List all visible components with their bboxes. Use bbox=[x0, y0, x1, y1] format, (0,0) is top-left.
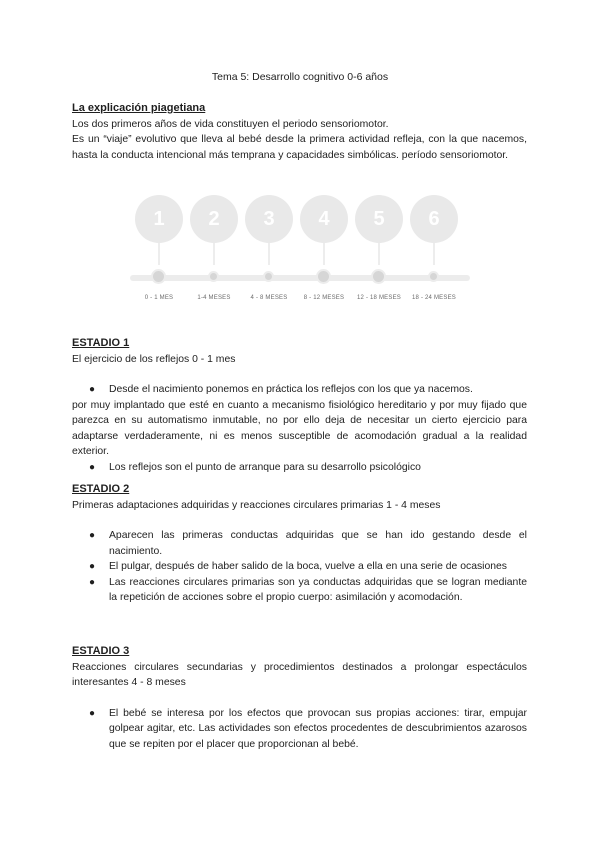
sensorimotor-timeline bbox=[130, 195, 470, 305]
bullet-icon: ● bbox=[89, 384, 96, 395]
bullet-icon: ● bbox=[89, 530, 96, 541]
timeline-label-4: 8 - 12 MESES bbox=[303, 295, 345, 301]
bullet-icon: ● bbox=[89, 461, 96, 473]
timeline-node bbox=[316, 269, 331, 284]
timeline-stem bbox=[268, 243, 270, 265]
timeline-circle-4: 4 bbox=[300, 195, 348, 243]
timeline-label-3: 4 - 8 MESES bbox=[250, 295, 288, 301]
document-title: Tema 5: Desarrollo cognitivo 0-6 años bbox=[211, 71, 389, 83]
estadio-2-section bbox=[72, 482, 527, 606]
timeline-stem bbox=[433, 243, 435, 265]
list-item bbox=[72, 575, 527, 606]
intro-heading: La explicación piagetiana bbox=[72, 102, 206, 114]
list-item bbox=[72, 559, 527, 575]
timeline-label-1: 0 - 1 MES bbox=[144, 295, 174, 301]
list-item-text: Los reflejos son el punto de arranque para su desarrollo psicológico bbox=[109, 461, 421, 473]
timeline-track bbox=[130, 275, 470, 281]
bullet-icon: ● bbox=[89, 707, 96, 719]
bullet-icon: ● bbox=[89, 576, 96, 588]
estadio-2-subtitle: Primeras adaptaciones adquiridas y reacciones circulares primarias 1 - 4 meses bbox=[72, 499, 441, 511]
timeline-node bbox=[371, 269, 386, 284]
list-item bbox=[72, 706, 527, 753]
bullet-icon: ● bbox=[89, 561, 96, 572]
list-item-text: Aparecen las primeras conductas adquiridas que se han ido gestando desde el nacimiento. bbox=[109, 530, 527, 557]
timeline-node bbox=[208, 271, 219, 282]
list-item-text: El pulgar, después de haber salido de la boca, vuelve a ella en una serie de ocasiones bbox=[109, 561, 508, 572]
estadio-3-subtitle: Reacciones circulares secundarias y procedimientos destinados a prolongar espectáculos interesantes 4 - 8 meses bbox=[72, 661, 527, 688]
estadio-3-section bbox=[72, 644, 527, 752]
estadio-2-heading: ESTADIO 2 bbox=[72, 483, 130, 495]
timeline-stem bbox=[213, 243, 215, 265]
intro-section bbox=[72, 101, 527, 163]
timeline-circle-3: 3 bbox=[245, 195, 293, 243]
timeline-label-2: 1-4 MESES bbox=[197, 295, 231, 301]
estadio-1-paragraph: por muy implantado que esté en cuanto a mecanismo fisiológico hereditario y por muy fijado que parezca en su automatismo inmutable, no por ello deja de necesitar un cierto ejercicio para adaptarse verdaderamente, ni es menos susceptible de acomodación gradual a la realidad exterior. bbox=[72, 399, 527, 457]
timeline-circle-2: 2 bbox=[190, 195, 238, 243]
list-item bbox=[72, 460, 527, 476]
timeline-label-5: 12 - 18 MESES bbox=[357, 295, 401, 301]
timeline-node bbox=[263, 271, 274, 282]
list-item-text: Las reacciones circulares primarias son ya conductas adquiridas que se logran mediante la repetición de acciones sobre el propio cuerpo: asimilación y acomodación. bbox=[109, 576, 527, 603]
timeline-node bbox=[151, 269, 166, 284]
list-item-text: El bebé se interesa por los efectos que provocan sus propias acciones: tirar, empujar golpear agitar, etc. Las actividades son efectos procedentes de descubrimientos azarosos que se repiten por el placer que proporcionan al bebé. bbox=[109, 707, 527, 750]
intro-paragraph-1: Los dos primeros años de vida constituyen el periodo sensoriomotor. bbox=[72, 118, 389, 130]
timeline-node bbox=[428, 271, 439, 282]
timeline-circle-5: 5 bbox=[355, 195, 403, 243]
estadio-1-subtitle: El ejercicio de los reflejos 0 - 1 mes bbox=[72, 353, 236, 365]
list-item-text: Desde el nacimiento ponemos en práctica los reflejos con los que ya nacemos. bbox=[109, 384, 473, 395]
list-item bbox=[72, 382, 527, 398]
estadio-3-heading: ESTADIO 3 bbox=[72, 645, 130, 657]
estadio-1-heading: ESTADIO 1 bbox=[72, 337, 130, 349]
estadio-1-section bbox=[72, 336, 527, 475]
timeline-label-6: 18 - 24 MESES bbox=[412, 295, 456, 301]
timeline-circle-6: 6 bbox=[410, 195, 458, 243]
list-item bbox=[72, 528, 527, 559]
timeline-stem bbox=[158, 243, 160, 265]
timeline-stem bbox=[378, 243, 380, 265]
timeline-circle-1: 1 bbox=[135, 195, 183, 243]
timeline-stem bbox=[323, 243, 325, 265]
intro-paragraph-2: Es un “viaje” evolutivo que lleva al bebé desde la primera actividad refleja, con la que nacemos, hasta la conducta intencional más temprana y capacidades simbólicas. período sensoriomotor. bbox=[72, 134, 527, 161]
